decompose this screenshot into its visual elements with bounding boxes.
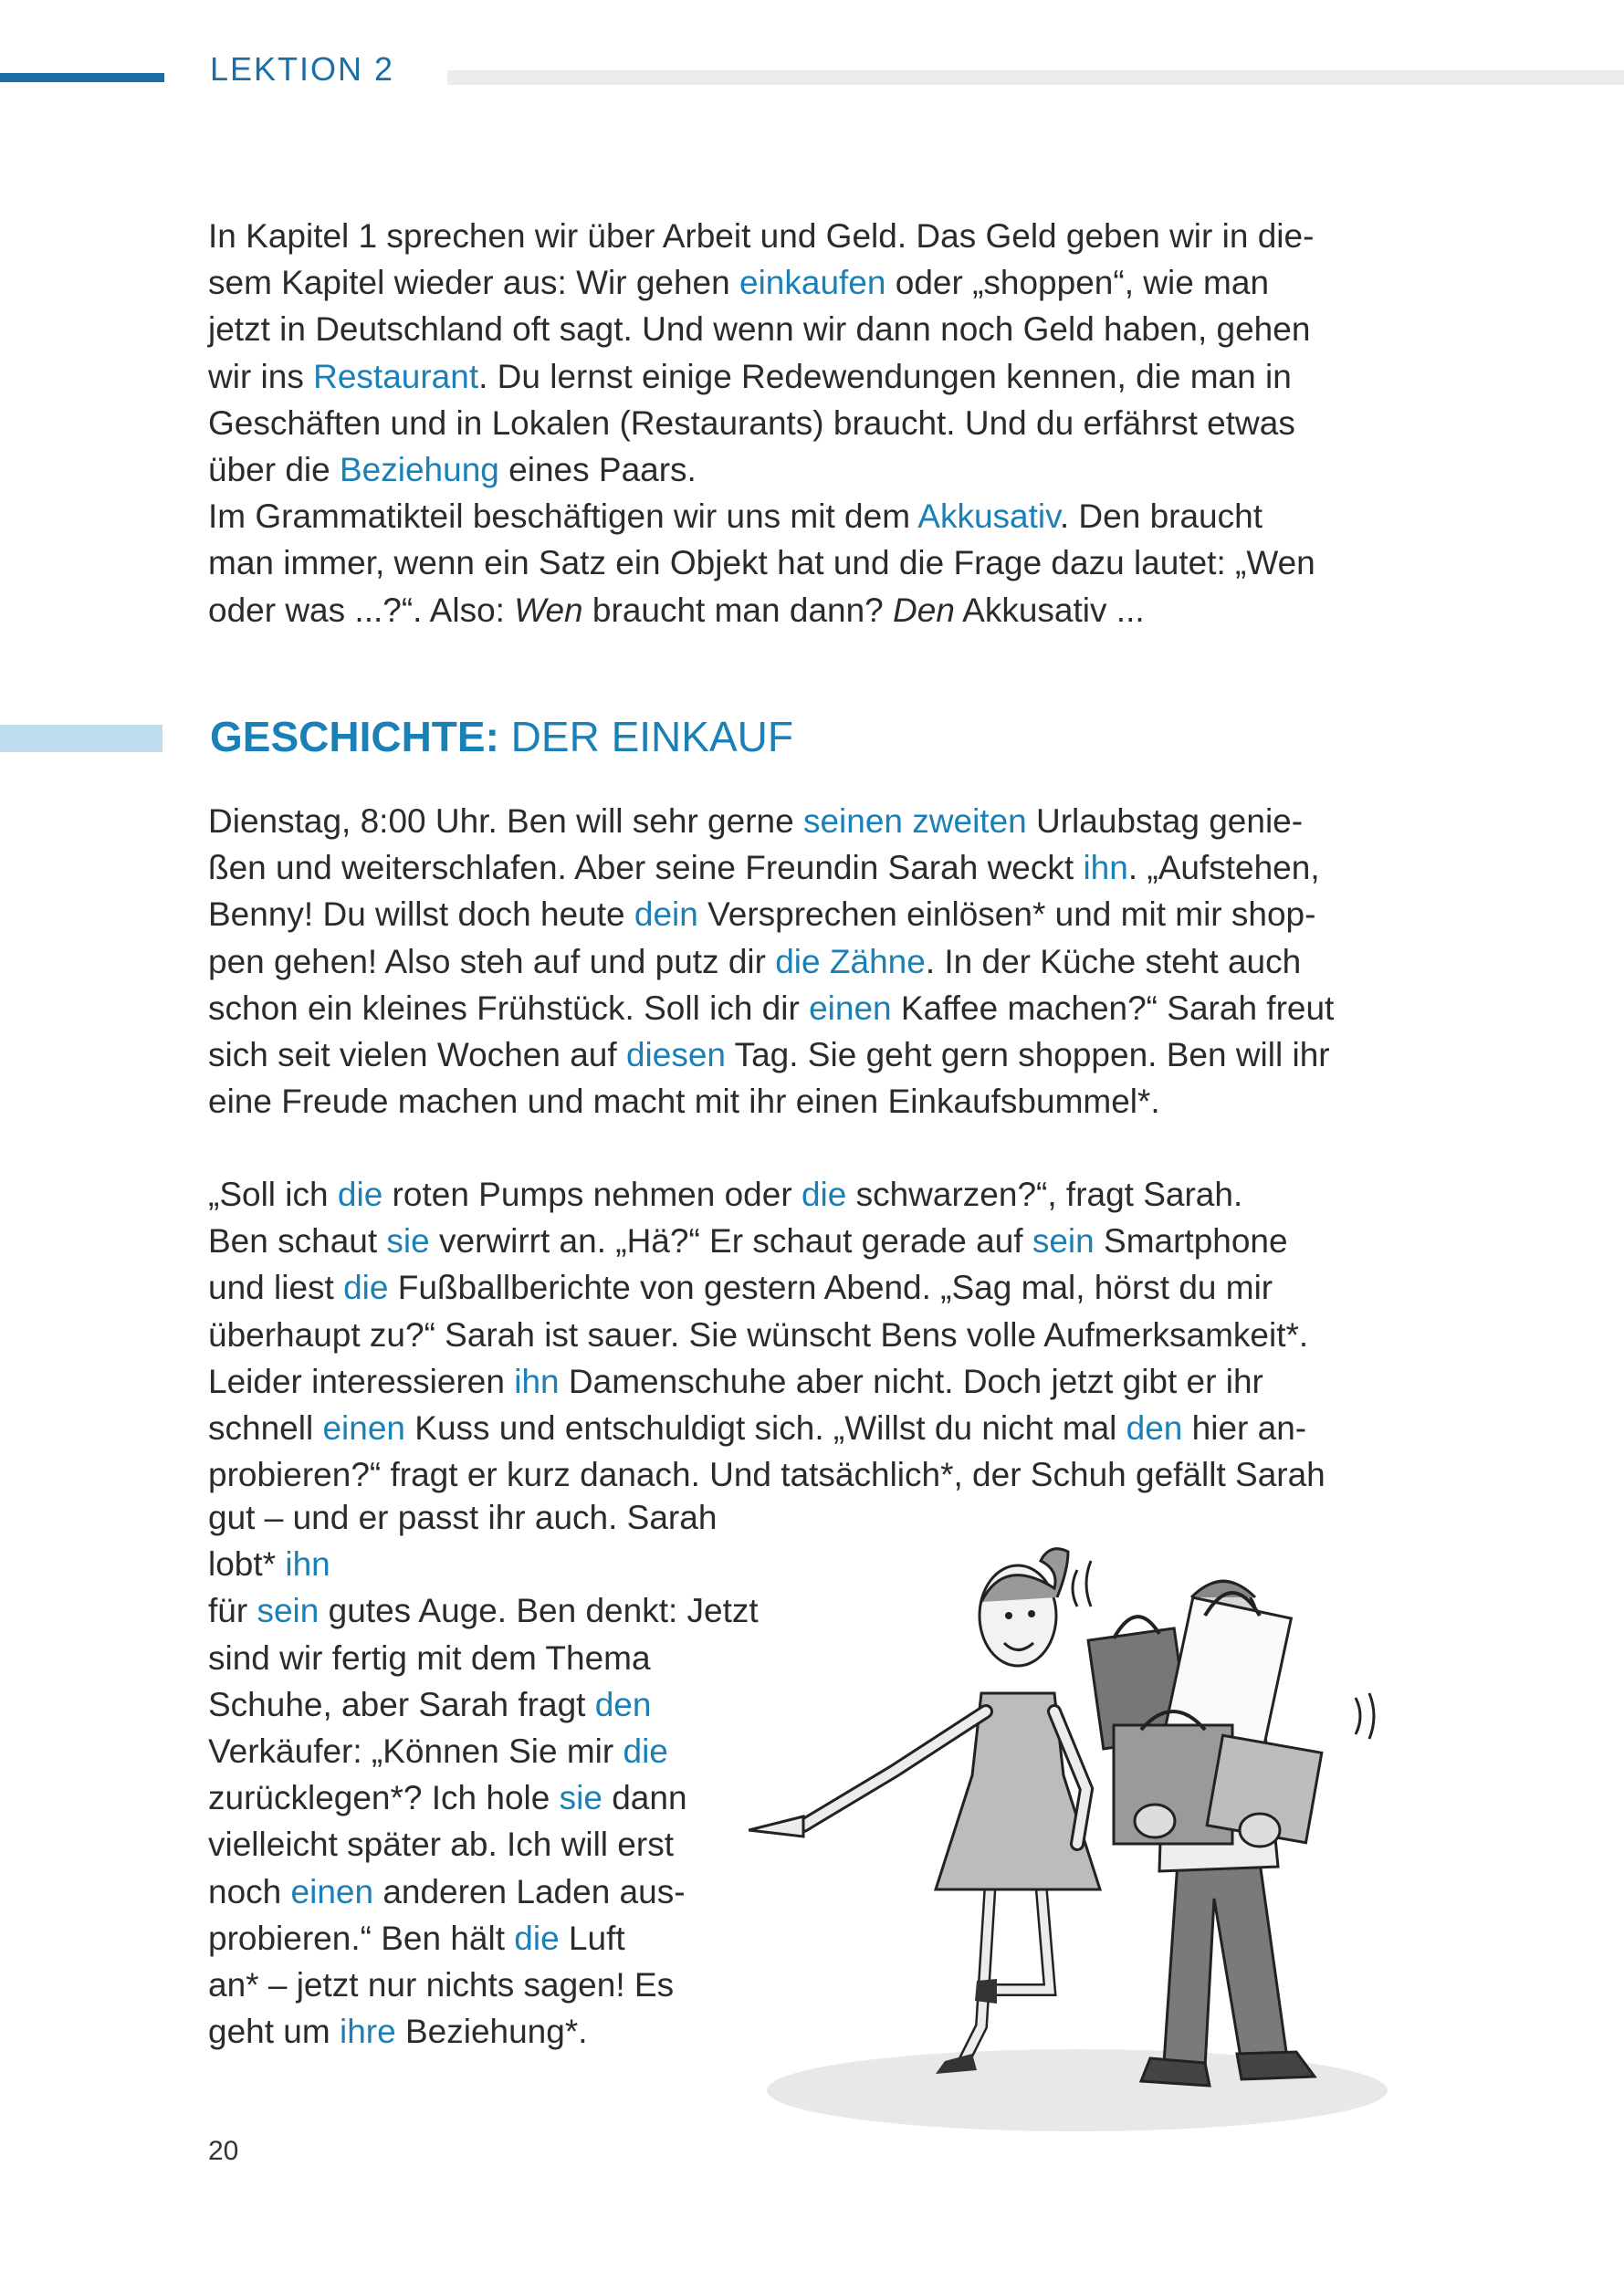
text-line [208,985,1400,1031]
highlight-word: die [801,1176,847,1213]
text-line [208,844,1400,891]
text-line [208,213,1400,259]
text-span: schon ein kleines Frühstück. Soll ich dir [208,989,810,1027]
text-line [208,1405,1400,1451]
text-line [208,1728,767,1774]
text-span: Dienstag, 8:00 Uhr. Ben will sehr gerne [208,802,803,840]
text-span: schwarzen?“, fragt Sarah. [846,1176,1243,1213]
text-span: oder was ...?“. Also: [208,591,515,629]
text-line [208,1681,767,1728]
text-span: Benny! Du willst doch heute [208,895,634,934]
text-line [208,1264,1400,1311]
text-span: für [208,1592,257,1630]
story-paragraph-2 [208,1171,1400,1498]
highlight-word: einen [809,989,892,1027]
text-span: Akkusativ ... [954,591,1145,629]
text-span: Beziehung*. [395,2013,588,2051]
text-span: eine Freude machen und macht mit ihr einen Einkaufsbummel*. [208,1083,1160,1121]
text-line [208,1358,1400,1405]
text-span: wir ins [208,357,314,395]
highlight-word: Akkusativ [917,497,1060,536]
text-span: noch [208,1872,291,1910]
text-span: Urlaubstag genie- [1026,802,1304,840]
text-span: Luft [559,1919,625,1957]
heading-bold: GESCHICHTE: [210,713,499,760]
text-span: Smartphone [1094,1222,1288,1261]
story-paragraph-1 [208,798,1400,1125]
highlight-word: ihn [1083,849,1128,887]
text-line [208,400,1400,446]
highlight-word: seinen zweiten [802,802,1027,840]
text-span: an* – jetzt nur nichts sagen! Es [208,1966,675,2004]
text-line [208,1962,767,2008]
heading-rest: DER EINKAUF [498,713,793,760]
highlight-word: Restaurant [313,357,479,395]
text-line [208,446,1400,493]
highlight-word: die Zähne [775,942,926,980]
highlight-word: die [343,1269,389,1307]
text-span: Schuhe, aber Sarah fragt [208,1685,595,1723]
text-line [208,798,1400,844]
text-span: eines Paars. [498,451,697,489]
text-span: pen gehen! Also steh auf und putz dir [208,942,776,980]
highlight-word: sein [1032,1222,1095,1261]
highlight-word: einen [322,1409,405,1448]
header-accent-bar [0,73,164,82]
highlight-word: diesen [625,1036,726,1074]
text-span: Kaffee machen?“ Sarah freut [891,989,1335,1027]
text-line [208,587,1400,633]
text-line [208,306,1400,352]
text-span: Im Grammatikteil beschäftigen wir uns mit dem [208,497,918,536]
text-span: jetzt in Deutschland oft sagt. Und wenn wir dann noch Geld haben, gehen [208,310,1311,349]
text-line [208,259,1400,306]
highlight-word: sie [559,1779,602,1817]
text-line [208,1587,767,1634]
text-span: . In der Küche steht auch [925,942,1302,980]
text-line [208,539,1400,586]
text-span: Verkäufer: „Können Sie mir [208,1732,623,1771]
story-paragraph-3 [208,1494,767,2055]
text-span: schnell [208,1409,323,1448]
highlight-word: einen [290,1872,374,1910]
highlight-word: den [1126,1409,1183,1448]
highlight-word: einkaufen [739,264,886,302]
text-span: verwirrt an. „Hä?“ Er schaut gerade auf [429,1222,1032,1261]
section-heading [210,712,793,761]
text-span: . Den braucht [1059,497,1263,536]
text-span: Leider interessieren [208,1362,515,1400]
text-span: gut – und er passt ihr auch. Sarah lobt* [208,1499,718,1584]
text-span: Damenschuhe aber nicht. Doch jetzt gibt er ihr [559,1362,1263,1400]
text-span: probieren.“ Ben hält [208,1919,515,1957]
text-line [208,1312,1400,1358]
text-span: über die [208,451,340,489]
highlight-word: die [514,1919,560,1957]
text-line [208,1078,1400,1125]
text-span: Tag. Sie geht gern shoppen. Ben will ihr [725,1036,1330,1074]
text-line [208,938,1400,985]
text-line [208,1915,767,1962]
highlight-word: ihn [285,1545,330,1584]
text-span: . „Aufstehen, [1127,849,1320,887]
text-span: gutes Auge. Ben denkt: Jetzt [319,1592,759,1630]
text-span: In Kapitel 1 sprechen wir über Arbeit und Geld. Das Geld geben wir in die- [208,217,1315,255]
text-line [208,353,1400,400]
header-rule [447,70,1624,85]
shopping-couple-illustration [749,1515,1406,2136]
highlight-word: sie [386,1222,430,1261]
highlight-word: die [623,1732,668,1771]
text-span: braucht man dann? [582,591,894,629]
text-span: sind wir fertig mit dem Thema [208,1638,651,1677]
text-span: und liest [208,1269,344,1307]
text-line [208,1218,1400,1264]
text-line [208,1494,767,1587]
highlight-word: sein [257,1592,320,1630]
text-line [208,1821,767,1868]
text-span: sem Kapitel wieder aus: Wir gehen [208,264,739,302]
section-accent-bar [0,725,162,752]
highlight-word: Beziehung [340,451,499,489]
text-span: hier an- [1182,1409,1307,1448]
highlight-word: dein [634,895,698,934]
text-span: ßen und weiterschlafen. Aber seine Freundin Sarah weckt [208,849,1084,887]
text-line [208,1031,1400,1078]
text-line [208,493,1400,539]
text-span: geht um [208,2013,340,2051]
text-span: dann [602,1779,687,1817]
text-span: Fußballberichte von gestern Abend. „Sag mal, hörst du mir [388,1269,1273,1307]
text-line [208,1868,767,1915]
text-span: Versprechen einlösen* und mit mir shop- [697,895,1316,934]
text-span: zurücklegen*? Ich hole [208,1779,560,1817]
text-span: vielleicht später ab. Ich will erst [208,1826,674,1864]
highlight-word: die [337,1176,383,1213]
text-line [208,1774,767,1821]
text-line [208,2008,767,2055]
italic-word: Wen [514,591,583,629]
text-span: man immer, wenn ein Satz ein Objekt hat und die Frage dazu lautet: „Wen [208,544,1315,582]
text-span: Kuss und entschuldigt sich. „Willst du nicht mal [404,1409,1126,1448]
text-line [208,1171,1400,1218]
chapter-label: LEKTION 2 [210,50,395,88]
text-span: „Soll ich [208,1176,338,1213]
text-span: probieren?“ fragt er kurz danach. Und tatsächlich*, der Schuh gefällt Sarah [208,1456,1325,1494]
text-span: roten Pumps nehmen oder [382,1176,802,1213]
text-span: Ben schaut [208,1222,387,1261]
italic-word: Den [893,591,955,629]
intro-paragraph [208,213,1400,633]
text-span: anderen Laden aus- [373,1872,686,1910]
text-line [208,891,1400,937]
text-line [208,1451,1400,1498]
text-span: oder „shoppen“, wie man [885,264,1270,302]
highlight-word: ihn [514,1362,560,1400]
text-line [208,1635,767,1681]
text-span: sich seit vielen Wochen auf [208,1036,626,1074]
highlight-word: den [594,1685,652,1723]
highlight-word: ihre [339,2013,396,2051]
page-number: 20 [208,2136,239,2166]
text-span: Geschäften und in Lokalen (Restaurants) braucht. Und du erfährst etwas [208,403,1295,442]
text-span: . Du lernst einige Redewendungen kennen, die man in [478,357,1292,395]
text-span: überhaupt zu?“ Sarah ist sauer. Sie wünscht Bens volle Aufmerksamkeit*. [208,1315,1309,1354]
